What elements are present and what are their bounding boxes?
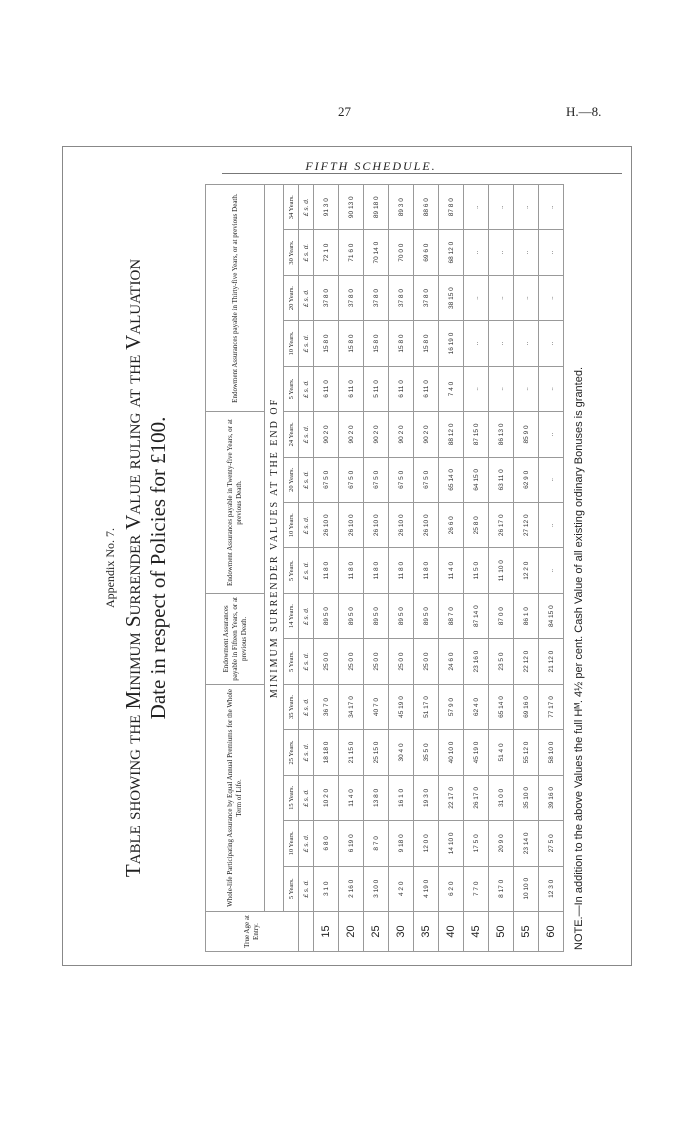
value-cell: 62 4 0 [464,684,489,729]
value-cell: 3 10 0 [364,866,389,911]
unit-cell: £ s. d. [299,730,314,775]
value-cell: 11 8 0 [339,548,364,593]
value-cell: 37 8 0 [314,275,339,320]
value-cell: 89 5 0 [389,593,414,638]
rotated-content [75,178,625,958]
value-cell: 20 9 0 [489,821,514,866]
value-cell: .. [464,230,489,275]
value-cell: 37 8 0 [364,275,389,320]
value-cell: 87 8 0 [439,185,464,230]
value-cell: 34 17 0 [339,684,364,729]
table-note: NOTE.—In addition to the above Values the full Hᴹ. 4½ per cent. Cash Value of all existing ordinary Bonuses is granted. [573,366,585,950]
value-cell: 16 1 0 [389,775,414,820]
years-header-cell: 5 Years. [284,639,299,684]
years-header-cell: 35 Years. [284,684,299,729]
value-cell: 31 0 0 [489,775,514,820]
unit-cell: £ s. d. [299,185,314,230]
value-cell: .. [539,412,564,457]
value-cell: 6 8 0 [314,821,339,866]
title-line-2: Date in respect of Policies for £100. [146,416,170,720]
value-cell: 14 10 0 [439,821,464,866]
unit-cell: £ s. d. [299,275,314,320]
group-header-endowment-25: Endowment Assurances payable in Twenty-five Years, or at previous Death. [206,412,265,594]
value-cell: .. [489,230,514,275]
unit-cell: £ s. d. [299,412,314,457]
value-cell: .. [514,275,539,320]
value-cell: 16 19 0 [439,321,464,366]
value-cell: 5 11 0 [364,366,389,411]
value-cell: 15 8 0 [314,321,339,366]
value-cell: 86 1 0 [514,593,539,638]
value-cell: .. [489,275,514,320]
value-cell: 37 8 0 [389,275,414,320]
value-cell: 72 1 0 [314,230,339,275]
value-cell: 6 2 0 [439,866,464,911]
value-cell: 11 8 0 [414,548,439,593]
value-cell: .. [514,366,539,411]
value-cell: 70 14 0 [364,230,389,275]
table-row [389,185,414,952]
value-cell: 71 6 0 [339,230,364,275]
years-header-cell: 30 Years. [284,230,299,275]
value-cell: 25 0 0 [364,639,389,684]
value-cell: .. [489,321,514,366]
value-cell: 8 7 0 [364,821,389,866]
group-header-whole-life: Whole-life Participating Assurance by Equal Annual Premiums for the Whole Term of Life. [206,684,265,911]
table-row [314,185,339,952]
value-cell: 7 7 0 [464,866,489,911]
value-cell: 90 13 0 [339,185,364,230]
value-cell: .. [514,230,539,275]
table-row [489,185,514,952]
unit-cell: £ s. d. [299,366,314,411]
table-row [339,185,364,952]
page-reference: H.—8. [566,104,602,119]
value-cell: 87 14 0 [464,593,489,638]
value-cell: 26 10 0 [364,503,389,548]
value-cell: 6 11 0 [314,366,339,411]
value-cell: 64 15 0 [464,457,489,502]
value-cell: 22 17 0 [439,775,464,820]
value-cell: 26 10 0 [339,503,364,548]
value-cell: 26 10 0 [314,503,339,548]
value-cell: 30 4 0 [389,730,414,775]
value-cell: .. [539,185,564,230]
unit-cell: £ s. d. [299,593,314,638]
years-header-cell: 5 Years. [284,366,299,411]
value-cell: 88 7 0 [439,593,464,638]
value-cell: 90 2 0 [389,412,414,457]
value-cell: 62 9 0 [514,457,539,502]
value-cell: 51 4 0 [489,730,514,775]
value-cell: 40 7 0 [364,684,389,729]
value-cell: 22 12 0 [514,639,539,684]
title-line-1: Table showing the Minimum Surrender Value ruling at the Valuation [121,258,145,878]
age-header: True Age at Entry. [206,912,299,952]
value-cell: 12 3 0 [539,866,564,911]
value-cell: 67 5 0 [364,457,389,502]
unit-cell: £ s. d. [299,866,314,911]
years-header-cell: 25 Years. [284,730,299,775]
years-header-cell: 34 Years. [284,185,299,230]
age-cell: 15 [314,912,339,952]
table-row [414,185,439,952]
value-cell: 11 10 0 [489,548,514,593]
value-cell: 15 8 0 [364,321,389,366]
years-header-cell: 10 Years. [284,821,299,866]
value-cell: 21 15 0 [339,730,364,775]
value-cell: .. [539,548,564,593]
age-cell: 20 [339,912,364,952]
value-cell: 3 1 0 [314,866,339,911]
unit-cell: £ s. d. [299,457,314,502]
value-cell: 45 19 0 [389,684,414,729]
unit-cell: £ s. d. [299,321,314,366]
value-cell: 85 9 0 [514,412,539,457]
age-cell: 40 [439,912,464,952]
value-cell: 15 8 0 [389,321,414,366]
value-cell: 65 14 0 [489,684,514,729]
value-cell: 89 5 0 [314,593,339,638]
value-cell: 25 15 0 [364,730,389,775]
table-row [364,185,389,952]
value-cell: 37 8 0 [339,275,364,320]
unit-cell: £ s. d. [299,821,314,866]
value-cell: 6 11 0 [339,366,364,411]
value-cell: 18 18 0 [314,730,339,775]
value-cell: 15 8 0 [414,321,439,366]
value-cell: 88 12 0 [439,412,464,457]
years-header-cell: 14 Years. [284,593,299,638]
value-cell: 55 12 0 [514,730,539,775]
value-cell: 67 5 0 [389,457,414,502]
value-cell: .. [464,275,489,320]
value-cell: 36 7 0 [314,684,339,729]
value-cell: 90 2 0 [414,412,439,457]
value-cell: 69 16 0 [514,684,539,729]
value-cell: 40 10 0 [439,730,464,775]
value-cell: 24 6 0 [439,639,464,684]
value-cell: .. [539,275,564,320]
value-cell: .. [514,321,539,366]
unit-cell: £ s. d. [299,503,314,548]
value-cell: 86 13 0 [489,412,514,457]
group-header-endowment-35: Endowment Assurances payable in Thirty-five Years, or at previous Death. [206,185,265,412]
value-cell: 13 8 0 [364,775,389,820]
years-header-cell: 20 Years. [284,457,299,502]
value-cell: .. [489,185,514,230]
table-body [299,185,564,952]
value-cell: .. [489,366,514,411]
unit-cell: £ s. d. [299,639,314,684]
age-cell: 55 [514,912,539,952]
value-cell: .. [539,366,564,411]
value-cell: 11 8 0 [389,548,414,593]
value-cell: 25 0 0 [339,639,364,684]
appendix-label: Appendix No. 7. [103,528,117,608]
value-cell: .. [464,366,489,411]
value-cell: .. [464,321,489,366]
value-cell: 35 10 0 [514,775,539,820]
value-cell: 87 0 0 [489,593,514,638]
value-cell: 26 17 0 [489,503,514,548]
value-cell: 6 11 0 [414,366,439,411]
value-cell: 89 5 0 [339,593,364,638]
years-header-cell: 15 Years. [284,775,299,820]
value-cell: 11 5 0 [464,548,489,593]
unit-cell: £ s. d. [299,684,314,729]
page-title [121,178,171,958]
unit-cell-blank [299,912,314,952]
value-cell: .. [539,457,564,502]
years-header-cell: 20 Years. [284,275,299,320]
value-cell: 25 0 0 [414,639,439,684]
value-cell: 26 10 0 [389,503,414,548]
group-header-endowment-15: Endowment Assurances payable in Fifteen Years, or at previous Death. [206,593,265,684]
value-cell: 12 2 0 [514,548,539,593]
table-row [464,185,489,952]
years-header-cell: 24 Years. [284,412,299,457]
schedule-label: FIFTH SCHEDULE. [305,159,437,173]
value-cell: 25 0 0 [389,639,414,684]
value-cell: 69 6 0 [414,230,439,275]
value-cell: 9 18 0 [389,821,414,866]
value-cell: 11 8 0 [364,548,389,593]
value-cell: 70 0 0 [389,230,414,275]
value-cell: 23 14 0 [514,821,539,866]
value-cell: 27 5 0 [539,821,564,866]
value-cell: .. [464,185,489,230]
unit-cell: £ s. d. [299,548,314,593]
value-cell: 17 5 0 [464,821,489,866]
years-header-cell: 10 Years. [284,503,299,548]
value-cell: 27 12 0 [514,503,539,548]
value-cell: 26 6 0 [439,503,464,548]
value-cell: 57 9 0 [439,684,464,729]
unit-cell: £ s. d. [299,775,314,820]
value-cell: 65 14 0 [439,457,464,502]
value-cell: 25 8 0 [464,503,489,548]
value-cell: 11 8 0 [314,548,339,593]
value-cell: 89 5 0 [414,593,439,638]
value-cell: 77 17 0 [539,684,564,729]
value-cell: 8 17 0 [489,866,514,911]
value-cell: 90 2 0 [339,412,364,457]
value-cell: 37 8 0 [414,275,439,320]
value-cell: .. [514,185,539,230]
value-cell: 4 2 0 [389,866,414,911]
unit-row [299,185,314,952]
value-cell: 11 4 0 [439,548,464,593]
years-header-cell: 5 Years. [284,548,299,593]
value-cell: 21 12 0 [539,639,564,684]
value-cell: 4 19 0 [414,866,439,911]
value-cell: 87 15 0 [464,412,489,457]
years-header-cell: 10 Years. [284,321,299,366]
years-header-cell: 5 Years. [284,866,299,911]
value-cell: 89 18 0 [364,185,389,230]
value-cell: 6 11 0 [389,366,414,411]
value-cell: 12 0 0 [414,821,439,866]
value-cell: 88 6 0 [414,185,439,230]
value-cell: 26 17 0 [464,775,489,820]
value-cell: 90 2 0 [364,412,389,457]
value-cell: 38 15 0 [439,275,464,320]
value-cell: 67 5 0 [314,457,339,502]
age-cell: 45 [464,912,489,952]
value-cell: .. [539,230,564,275]
value-cell: 26 10 0 [414,503,439,548]
value-cell: 2 16 0 [339,866,364,911]
value-cell: 19 3 0 [414,775,439,820]
value-cell: 90 2 0 [314,412,339,457]
age-cell: 25 [364,912,389,952]
minimum-values-header: MINIMUM SURRENDER VALUES AT THE END OF [265,185,284,912]
table-row [439,185,464,952]
value-cell: 39 16 0 [539,775,564,820]
value-cell: 63 11 0 [489,457,514,502]
age-cell: 60 [539,912,564,952]
value-cell: 91 3 0 [314,185,339,230]
value-cell: 58 10 0 [539,730,564,775]
age-cell: 30 [389,912,414,952]
header-rule [222,173,622,174]
unit-cell: £ s. d. [299,230,314,275]
value-cell: 89 3 0 [389,185,414,230]
value-cell: .. [539,321,564,366]
page-number: 27 [338,104,351,119]
years-header-row [284,185,299,952]
value-cell: .. [539,503,564,548]
value-cell: 67 5 0 [414,457,439,502]
value-cell: 89 5 0 [364,593,389,638]
surrender-value-table [205,184,564,952]
value-cell: 67 5 0 [339,457,364,502]
value-cell: 68 12 0 [439,230,464,275]
value-cell: 11 4 0 [339,775,364,820]
age-cell: 50 [489,912,514,952]
value-cell: 10 2 0 [314,775,339,820]
value-cell: 23 5 0 [489,639,514,684]
table-row [539,185,564,952]
value-cell: 6 19 0 [339,821,364,866]
value-cell: 35 5 0 [414,730,439,775]
age-cell: 35 [414,912,439,952]
table-row [514,185,539,952]
value-cell: 7 4 0 [439,366,464,411]
value-cell: 15 8 0 [339,321,364,366]
value-cell: 23 16 0 [464,639,489,684]
value-cell: 10 10 0 [514,866,539,911]
value-cell: 45 19 0 [464,730,489,775]
value-cell: 51 17 0 [414,684,439,729]
value-cell: 25 0 0 [314,639,339,684]
value-cell: 84 15 0 [539,593,564,638]
